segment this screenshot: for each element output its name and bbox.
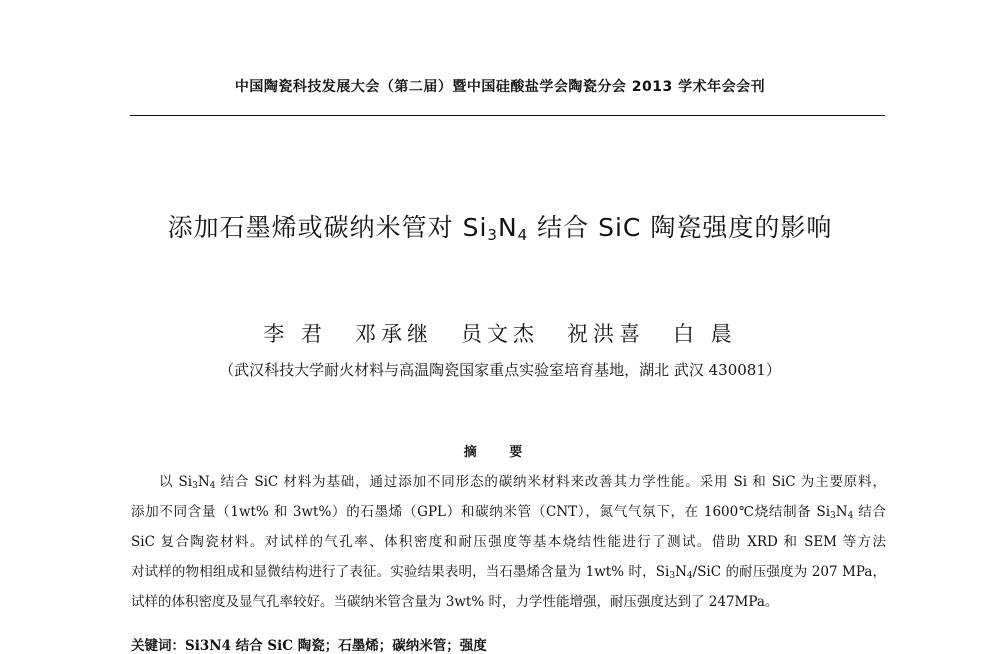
running-header: 中国陶瓷科技发展大会（第二届）暨中国硅酸盐学会陶瓷分会 2013 学术年会会刊 (234, 79, 766, 95)
paper-title (0, 208, 1000, 244)
abstract-text: 添加不同含量（1wt% 和 3wt%）的石墨烯（GPL）和碳纳米管（CNT），氮气气氛下，在 1600℃烧结制备 Si (131, 504, 831, 520)
title-part-1: 添加石墨烯或碳纳米管对 Si (167, 213, 488, 242)
abstract-text: 对试样的物相组成和显微结构进行了表征。实验结果表明，当石墨烯含量为 1wt% 时，Si (131, 564, 670, 580)
abstract-line (131, 472, 886, 502)
abstract-text: N (835, 504, 848, 520)
title-part-2: N (497, 213, 518, 242)
abstract-line (131, 502, 886, 532)
abstract-text: 结合 SiC 材料为基础，通过添加不同形态的碳纳米材料来改善其力学性能。采用 Si 和 SiC 为主要原料， (215, 474, 886, 490)
abstract-text: /SiC 的耐压强度为 207 MPa， (692, 564, 886, 580)
header-rule (130, 115, 885, 116)
abstract-subscript: 3 (192, 481, 198, 491)
title-part-3: 结合 SiC 陶瓷强度的影响 (528, 213, 833, 242)
abstract-line (131, 562, 886, 592)
abstract-subscript: 4 (847, 511, 854, 521)
keywords-line: 关键词：Si3N4 结合 SiC 陶瓷；石墨烯；碳纳米管；强度 (131, 638, 487, 654)
abstract-text: N (675, 564, 687, 580)
abstract-subscript: 3 (830, 511, 836, 521)
author-affiliation: （武汉科技大学耐火材料与高温陶瓷国家重点实验室培育基地，湖北 武汉 430081） (219, 361, 781, 379)
author-name: 邓承继 (355, 322, 433, 346)
abstract-heading: 摘 要 (463, 445, 537, 460)
author-name: 李 君 (263, 322, 327, 346)
title-subscript-1: 3 (487, 226, 498, 244)
abstract-text: N (197, 474, 210, 490)
title-subscript-2: 4 (517, 226, 529, 244)
abstract-line: SiC 复合陶瓷材料。对试样的气孔率、体积密度和耐压强度等基本烧结性能进行了测试。借助 XRD 和 SEM 等方法 (131, 534, 886, 550)
author-name: 员文杰 (461, 322, 539, 346)
abstract-subscript: 4 (686, 571, 693, 581)
abstract-text: 结合 (853, 504, 886, 520)
abstract-subscript: 4 (209, 481, 216, 491)
abstract-text: 以 Si (159, 474, 193, 490)
abstract-subscript: 3 (669, 571, 676, 581)
author-name: 祝洪喜 (567, 322, 645, 346)
author-name: 白 晨 (673, 322, 737, 346)
abstract-line: 试样的体积密度及显气孔率较好。当碳纳米管含量为 3wt% 时，力学性能增强，耐压强度达到了 247MPa。 (131, 594, 779, 610)
abstract-body (131, 472, 886, 622)
author-list (0, 318, 1000, 348)
